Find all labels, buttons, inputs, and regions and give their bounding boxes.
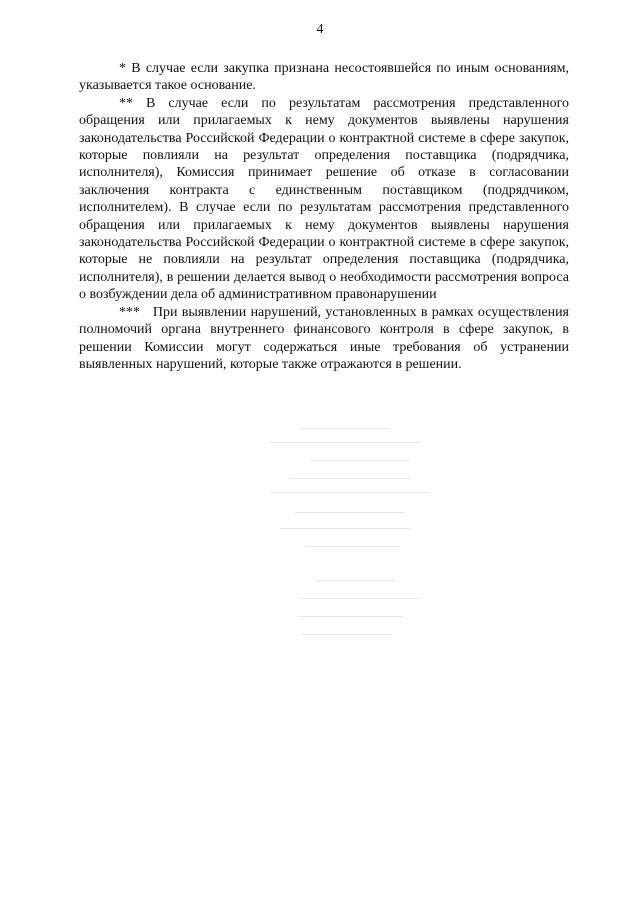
footnote-marker: *** [119, 304, 140, 320]
footnote-text: В случае если закупка признана несостоявшейся по иным основаниям, указывается такое основание. [79, 61, 569, 94]
footnote-single-star [79, 60, 569, 95]
footnotes-block [79, 60, 569, 373]
footnote-marker: ** [119, 95, 133, 111]
footnote-marker: * [119, 61, 126, 76]
page-number: 4 [316, 22, 324, 37]
footnote-triple-star [79, 304, 569, 374]
scan-bleed-through [250, 420, 450, 650]
footnote-text: При выявлении нарушений, установленных в рамках осуществления полномочий органа внутреннего финансового контроля в сфере закупок, в решении Комиссии могут содержаться иные требования об устранении выявленных нарушений, которые также отражаются в решении. [79, 304, 569, 372]
footnote-text: В случае если по результатам рассмотрения представленного обращения или прилагаемых к нему документов выявлены нарушения законодательства Российской Федерации о контрактной системе в сфере закупок, которые повлияли на результат определения поставщика (подрядчика, исполнителя), Комиссия принимает решение об отказе в согласовании заключения контракта с единственным поставщиком (подрядчиком, исполнителем). В случае если по результатам рассмотрения представленного обращения или прилагаемых к нему документов выявлены нарушения законодательства Российской Федерации о контрактной системе в сфере закупок, которые не повлияли на результат определения поставщика (подрядчика, исполнителя), в решении делается вывод о необходимости рассмотрения вопроса о возбуждении дела об административном правонарушении [79, 95, 569, 303]
footnote-double-star [79, 95, 569, 304]
